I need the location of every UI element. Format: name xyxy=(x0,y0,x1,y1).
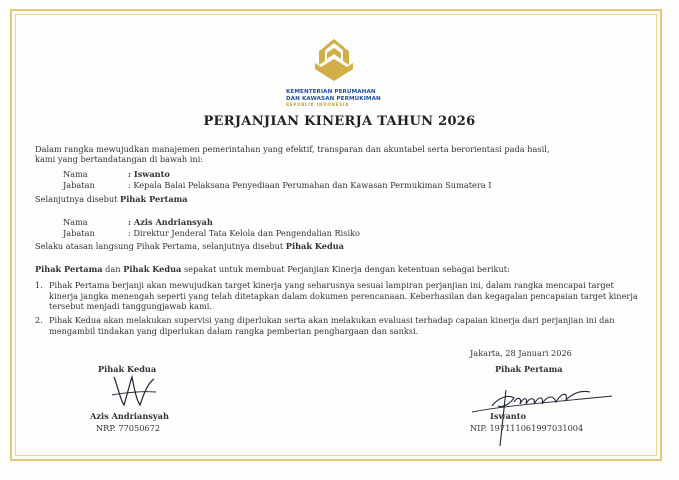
second-party-jabatan-label: Jabatan xyxy=(63,228,95,238)
term-text: Pihak Kedua akan melakukan supervisi yang diperlukan serta akan melakukan evaluasi terhadap capaian kinerja dari perjanjian ini dan mengambil tindakan yang diperlukan dalam rangka pemberian penghargaan dan sanksi. xyxy=(49,315,615,336)
document-title: PERJANJIAN KINERJA TAHUN 2026 xyxy=(203,114,476,129)
ministry-logo-icon xyxy=(311,37,357,85)
right-signatory-role: Pihak Pertama xyxy=(495,364,563,374)
second-party-designation-name: Pihak Kedua xyxy=(285,241,344,251)
first-party-designation-name: Pihak Pertama xyxy=(120,194,188,204)
agreement-rest: sepakat untuk membuat Perjanjian Kinerja dengan ketentuan sebagai berikut: xyxy=(181,264,510,274)
term-text: Pihak Pertama berjanji akan mewujudkan target kinerja yang seharusnya sesuai lampiran perjanjian ini, dalam rangka mencapai target kinerja jangka menengah seperti yang telah ditetapkan dalam dokumen perencanaan. Keberhasilan dan kegagalan pencapaian target kinerja tersebut menjadi tanggungjawab kami. xyxy=(49,280,638,312)
second-party-jabatan-value: : Direktur Jenderal Tata Kelola dan Pengendalian Risiko xyxy=(128,228,360,238)
first-party-designation xyxy=(35,194,188,204)
right-signature-icon xyxy=(462,376,620,448)
second-party-nama-value: : Azis Andriansyah xyxy=(128,217,213,227)
ministry-line-3: REPUBLIK INDONESIA xyxy=(286,102,350,108)
ministry-line-1: KEMENTERIAN PERUMAHAN xyxy=(286,89,376,95)
intro-line-2: kami yang bertandatangan di bawah ini: xyxy=(35,154,204,164)
first-party-nama-label: Nama xyxy=(63,169,88,179)
second-party-designation-prefix: Selaku atasan langsung Pihak Pertama, selanjutnya disebut xyxy=(35,241,286,251)
term-number: 2. xyxy=(35,315,43,325)
intro-line-1: Dalam rangka mewujudkan manajemen pemerintahan yang efektif, transparan dan akuntabel serta berorientasi pada hasil, xyxy=(35,144,550,154)
agreement-party-2: Pihak Kedua xyxy=(123,264,182,274)
first-party-designation-prefix: Selanjutnya disebut xyxy=(35,194,121,204)
left-signatory-role: Pihak Kedua xyxy=(98,364,157,374)
agreement-statement xyxy=(35,264,510,274)
first-party-nama-value: : Iswanto xyxy=(128,169,170,179)
first-party-jabatan-label: Jabatan xyxy=(63,180,95,190)
right-signatory-name: Iswanto xyxy=(490,411,526,421)
place-date: Jakarta, 28 Januari 2026 xyxy=(470,348,572,358)
left-signature-icon xyxy=(110,373,160,409)
ministry-line-2: DAN KAWASAN PERMUKIMAN xyxy=(286,95,381,102)
agreement-connector: dan xyxy=(102,264,124,274)
left-signatory-name: Azis Andriansyah xyxy=(90,411,169,421)
second-party-nama-label: Nama xyxy=(63,217,88,227)
right-signatory-nip: NIP. 197111061997031004 xyxy=(470,423,584,433)
left-signatory-nrp: NRP. 77050672 xyxy=(96,423,161,433)
second-party-designation xyxy=(35,241,344,251)
term-number: 1. xyxy=(35,280,43,290)
first-party-jabatan-value: : Kepala Balai Pelaksana Penyediaan Perumahan dan Kawasan Permukiman Sumatera I xyxy=(128,180,492,190)
agreement-party-1: Pihak Pertama xyxy=(35,264,103,274)
ministry-name xyxy=(286,89,396,109)
